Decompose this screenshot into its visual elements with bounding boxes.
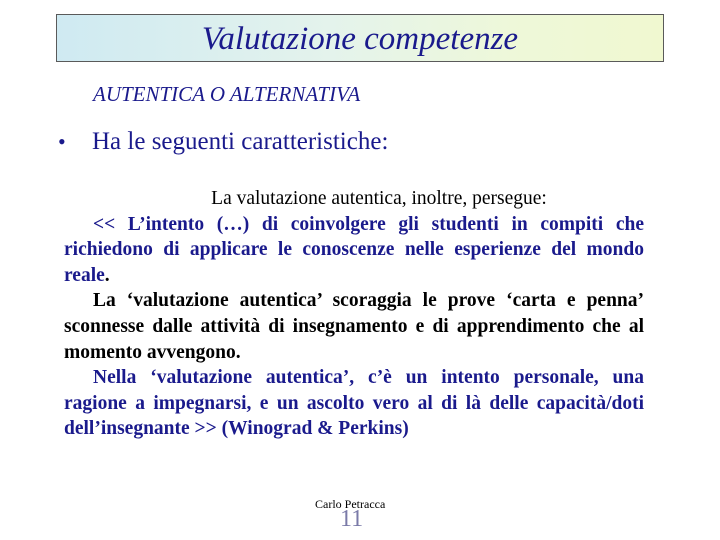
bullet-icon: • (58, 129, 66, 154)
paragraph-3-wrap (64, 365, 644, 442)
bullet-item (58, 124, 388, 160)
paragraph-1: << L’intento (…) di coinvolgere gli studenti in compiti che richiedono di applicare le conoscenze nelle esperienze del mondo reale (64, 213, 644, 286)
paragraph-2-wrap (64, 288, 644, 365)
bullet-text: Ha le seguenti caratteristiche: (92, 128, 389, 155)
body-text (64, 186, 644, 442)
page-number: 11 (340, 506, 364, 532)
title-banner (56, 14, 664, 62)
footer-author: Carlo Petracca (315, 497, 386, 511)
paragraph-1-end: . (104, 264, 110, 286)
paragraph-3: Nella ‘valutazione autentica’, c’è un intento personale, una ragione a impegnarsi, e un ascolto vero al di là delle capacità/doti dell’insegnante >> (Winograd & Perkins) (64, 367, 644, 440)
slide-title: Valutazione competenze (201, 21, 519, 57)
paragraph-2: La ‘valutazione autentica’ scoraggia le prove ‘carta e penna’ sconnesse dalle attività di insegnamento e di apprendimento che al momento avvengono. (64, 290, 644, 363)
slide-subtitle: AUTENTICA O ALTERNATIVA (93, 82, 361, 106)
paragraph-quote (64, 212, 644, 289)
intro-line: La valutazione autentica, inoltre, persegue: (211, 188, 547, 209)
